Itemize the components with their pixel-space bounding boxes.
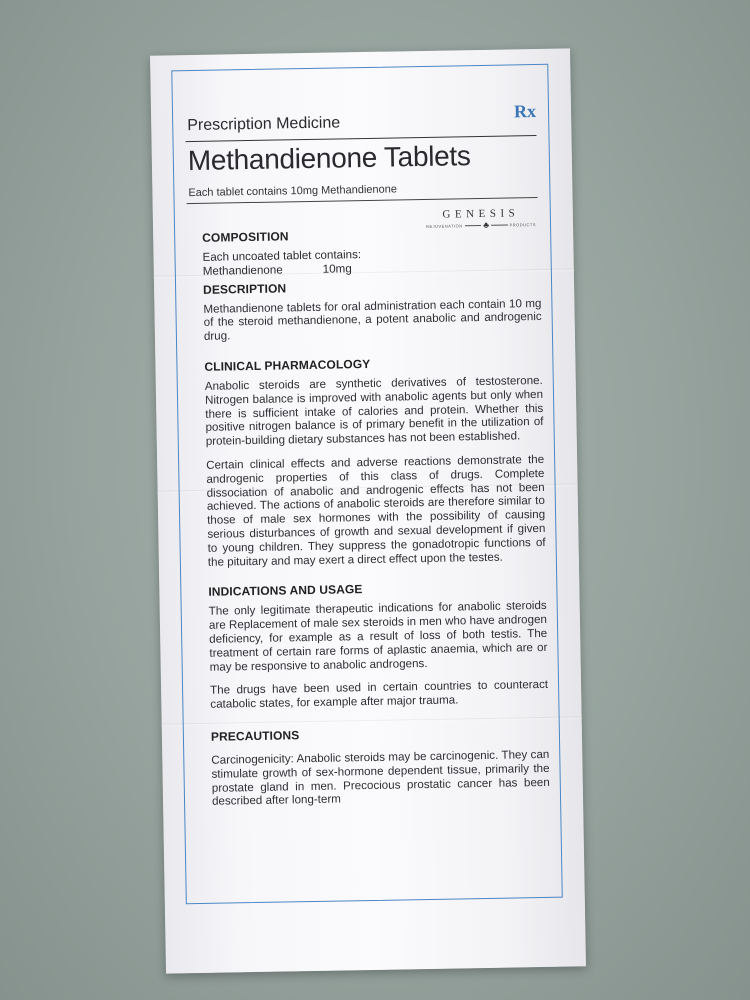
clinical-pharmacology-paragraph-1: Anabolic steroids are synthetic derivatives of testosterone. Nitrogen balance is improved with anabolic agents but only when there is sufficient intake of calories and protein. Whether this positive nitrogen balance is of primary benefit in the utilization of protein-building dietary substances has not been established. xyxy=(204,373,544,448)
clinical-pharmacology-heading: CLINICAL PHARMACOLOGY xyxy=(204,356,371,374)
logo-tagline-left: REJUVENATION xyxy=(425,222,463,229)
description-heading: DESCRIPTION xyxy=(202,280,287,297)
product-subtitle: Each tablet contains 10mg Methandienone xyxy=(188,183,398,200)
composition-heading: COMPOSITION xyxy=(202,229,289,245)
category-label: Prescription Medicine xyxy=(187,114,341,135)
indications-paragraph-2: The drugs have been used in certain countries to counteract catabolic states, for example after major trauma. xyxy=(209,678,549,711)
indications-heading: INDICATIONS AND USAGE xyxy=(208,582,363,600)
precautions-heading: PRECAUTIONS xyxy=(210,728,300,744)
rx-symbol-icon: Rx xyxy=(513,101,537,122)
precautions-section xyxy=(211,724,550,809)
indications-paragraph-1: The only legitimate therapeutic indications for anabolic steroids are Replacement of male sex steroids in men who have androgen deficiency, for example as a result of loss of both testis. The treatment of certain rare forms of aplastic anaemia, which are or may be responsive to anabolic androgens. xyxy=(208,599,548,674)
precautions-paragraph-1: Carcinogenicity: Anabolic steroids may be carcinogenic. They can stimulate growth of sex-hormone dependent tissue, primarily the prostate gland in men. Precocious prostatic cancer has been described after long-term xyxy=(211,747,550,809)
indications-section xyxy=(208,579,548,711)
logo-tagline-right: PRODUCTS xyxy=(509,221,537,227)
logo-wordmark: GENESIS xyxy=(442,207,520,221)
clinical-pharmacology-section xyxy=(204,354,546,569)
ingredient-amount: 10mg xyxy=(322,262,352,276)
ingredient-name: Methandienone xyxy=(202,263,283,278)
description-section xyxy=(203,277,542,344)
product-title: Methandienone Tablets xyxy=(187,140,471,177)
leaflet-paper xyxy=(150,48,586,973)
description-text: Methandienone tablets for oral administration each contain 10 mg of the steroid methandienone, a potent anabolic and androgenic drug. xyxy=(203,296,542,344)
clinical-pharmacology-paragraph-2: Certain clinical effects and adverse reactions demonstrate the androgenic properties of this class of drugs. Complete dissociation of anabolic and androgenic effects has not been achieved. The actions of anabolic steroids are therefore similar to those of male sex hormones with the possibility of causing serious disturbances of growth and sexual development if given to young children. They suppress the gonadotropic functions of the pituitary and may exert a direct effect upon the testes. xyxy=(206,452,546,569)
logo-emblem-icon: ♣ xyxy=(483,219,490,230)
composition-intro: Each uncoated tablet contains: xyxy=(202,248,362,264)
leaflet-border-frame xyxy=(171,64,562,904)
